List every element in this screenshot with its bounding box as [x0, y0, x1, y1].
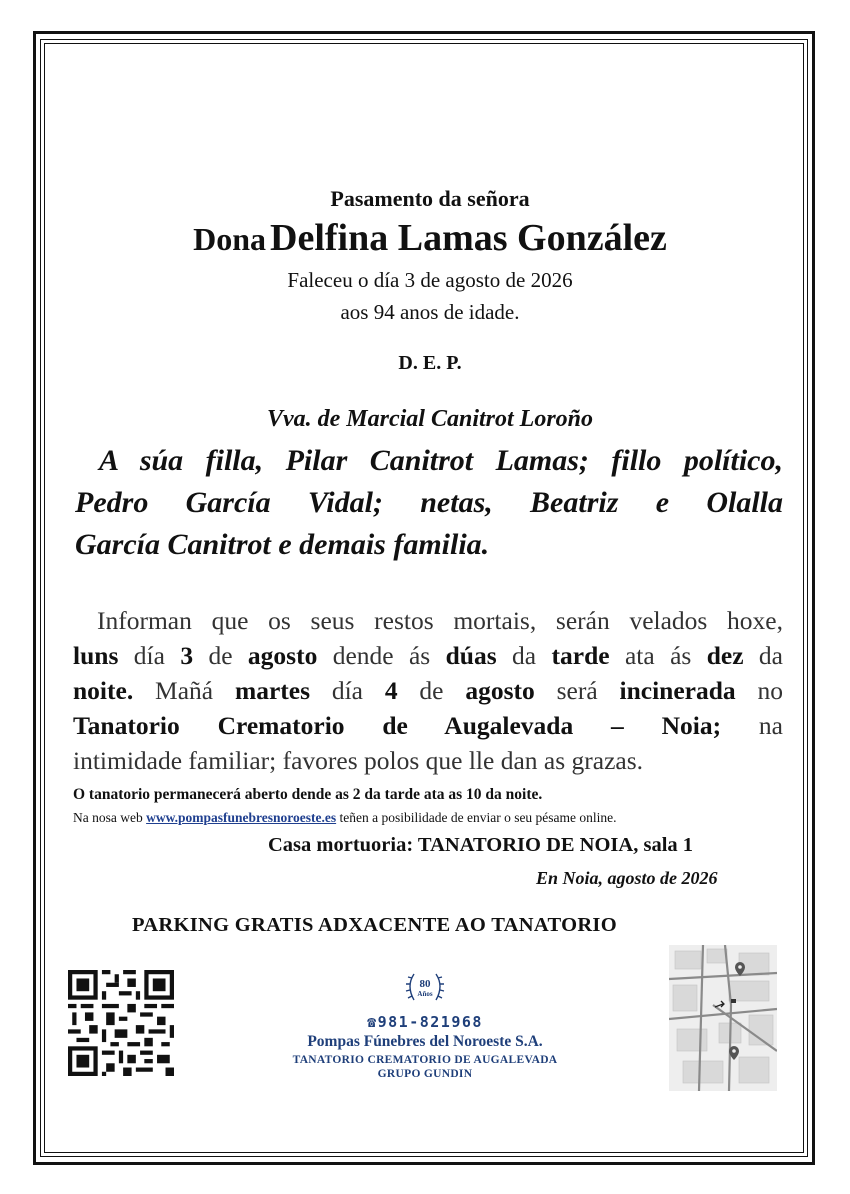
company-subtitle-1: TANATORIO CREMATORIO DE AUGALEVADA	[292, 1054, 558, 1066]
info-line-2	[73, 641, 783, 670]
info-text: será	[534, 676, 620, 705]
dep-text: D. E. P.	[398, 352, 462, 374]
info-paragraph	[73, 603, 783, 778]
info-text: da	[743, 641, 783, 670]
widow-line: Vva. de Marcial Canitrot Loroño	[266, 406, 594, 432]
info-incinerada: incinerada	[619, 676, 736, 705]
website-link[interactable]: www.pompasfunebresnoroeste.es	[146, 810, 337, 825]
badge-number: 80	[419, 978, 431, 990]
location-map[interactable]	[669, 945, 777, 1091]
phone-number[interactable]: ☎981-821968	[367, 1013, 483, 1031]
info-text: de	[193, 641, 248, 670]
qr-code[interactable]	[68, 970, 174, 1076]
age-text: aos 94 anos de idade.	[340, 300, 520, 324]
info-month-2: agosto	[465, 676, 535, 705]
place-date: En Noia, agosto de 2026	[536, 868, 718, 888]
info-month: agosto	[247, 641, 318, 670]
family-line-2: Pedro García Vidal; netas, Beatriz e Olalla	[75, 486, 783, 519]
info-text: día	[118, 641, 181, 670]
anniversary-badge-icon	[402, 968, 448, 1008]
info-text: dende ás	[317, 641, 446, 670]
info-noite: noite.	[73, 676, 134, 705]
info-day: 3	[180, 641, 194, 670]
web-prefix: Na nosa web	[73, 810, 147, 825]
info-martes: martes	[234, 676, 310, 705]
family-line-3: García Canitrot e demais familia.	[75, 528, 490, 561]
funeral-home: Casa mortuoria: TANATORIO DE NOIA, sala 1	[268, 834, 694, 856]
name-prefix: Dona	[193, 221, 267, 257]
info-line-1: Informan que os seus restos mortais, serán velados hoxe,	[97, 606, 783, 635]
opening-hours: O tanatorio permanecerá aberto dende as 2 da tarde ata as 10 da noite.	[73, 786, 543, 803]
info-text: día	[310, 676, 385, 705]
info-line-5: intimidade familiar; favores polos que lle dan as grazas.	[73, 746, 644, 775]
badge-word: Años	[417, 990, 433, 998]
intro-text: Pasamento da señora	[330, 186, 530, 211]
info-day-4: 4	[384, 676, 398, 705]
info-text: da	[496, 641, 552, 670]
info-crematorio: Tanatorio Crematorio de Augalevada – Noia;	[73, 711, 722, 740]
web-line	[73, 810, 617, 826]
info-luns: luns	[73, 641, 119, 670]
info-text: de	[397, 676, 466, 705]
family-block	[75, 440, 783, 566]
family-line-1: A súa filla, Pilar Canitrot Lamas; fillo político,	[99, 444, 783, 477]
company-logo-block	[240, 968, 610, 1080]
info-line-4	[73, 711, 783, 740]
info-text: Mañá	[133, 676, 235, 705]
info-text: ata ás	[609, 641, 707, 670]
info-hour: dúas	[445, 641, 497, 670]
death-date: Faleceu o día 3 de agosto de 2026	[287, 268, 573, 292]
parking-note: PARKING GRATIS ADXACENTE AO TANATORIO	[132, 914, 617, 936]
info-line-3	[73, 676, 783, 705]
deceased-name	[40, 216, 820, 260]
info-text: na	[721, 711, 783, 740]
info-tarde: tarde	[551, 641, 610, 670]
company-subtitle-2: GRUPO GUNDIN	[377, 1068, 473, 1080]
web-suffix: teñen a posibilidade de enviar o seu pésame online.	[336, 810, 617, 825]
name-main: Delfina Lamas González	[270, 217, 667, 259]
company-name: Pompas Fúnebres del Noroeste S.A.	[307, 1033, 543, 1050]
info-text: no	[735, 676, 784, 705]
info-hour-end: dez	[706, 641, 744, 670]
